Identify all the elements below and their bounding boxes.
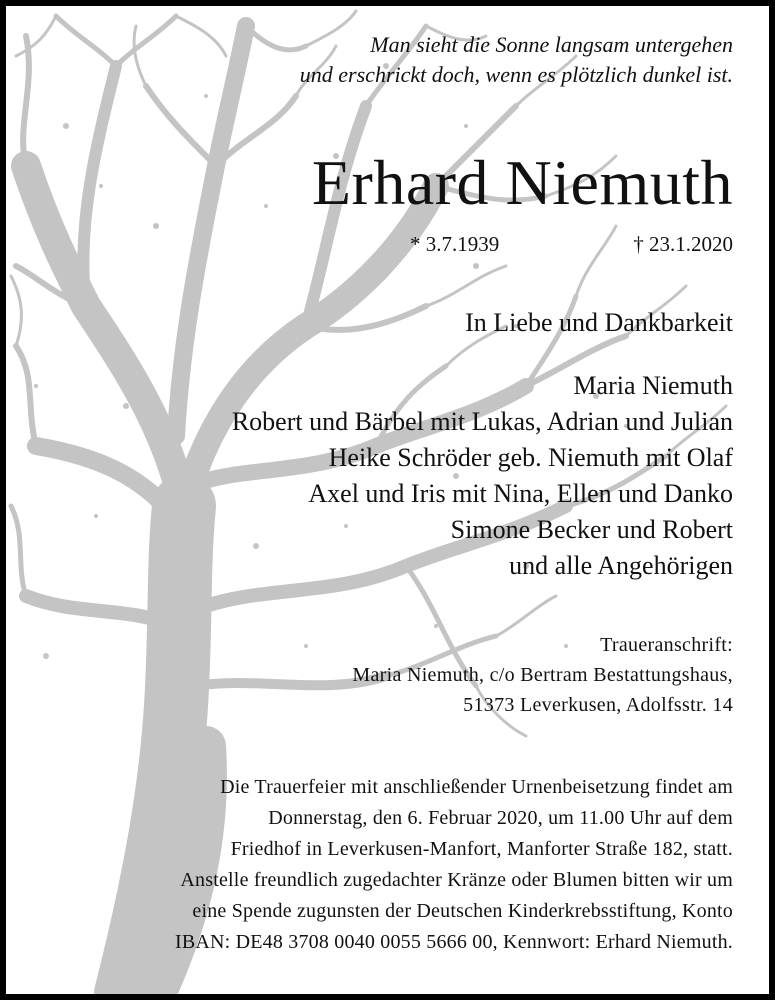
mourner-line: und alle Angehörigen (509, 551, 733, 580)
quote-line-1: Man sieht die Sonne langsam untergehen (370, 32, 733, 57)
ceremony-line: Anstelle freundlich zugedachter Kränze oder Blumen bitten wir um (180, 869, 733, 891)
address-label: Traueranschrift: (600, 634, 733, 656)
mourner-line: Maria Niemuth (573, 371, 733, 400)
ceremony-line: eine Spende zugunsten der Deutschen Kinderkrebsstiftung, Konto (192, 900, 733, 922)
deceased-name: Erhard Niemuth (311, 147, 733, 218)
dedication: In Liebe und Dankbarkeit (465, 308, 733, 337)
mourner-line: Axel und Iris mit Nina, Ellen und Danko (308, 479, 733, 508)
ceremony-line: Donnerstag, den 6. Februar 2020, um 11.00 Uhr auf dem (268, 807, 733, 829)
ceremony-line: Friedhof in Leverkusen-Manfort, Manforter Straße 182, statt. (230, 838, 733, 860)
death-date: † 23.1.2020 (633, 232, 733, 256)
mourner-line: Simone Becker und Robert (450, 515, 733, 544)
address-line-2: 51373 Leverkusen, Adolfsstr. 14 (463, 694, 733, 716)
birth-date: * 3.7.1939 (410, 232, 500, 256)
ceremony-line: Die Trauerfeier mit anschließender Urnenbeisetzung findet am (220, 776, 733, 798)
mourner-line: Heike Schröder geb. Niemuth mit Olaf (328, 443, 733, 472)
notice-content (6, 6, 769, 994)
quote-line-2: und erschrickt doch, wenn es plötzlich dunkel ist. (299, 62, 733, 87)
ceremony-line: IBAN: DE48 3708 0040 0055 5666 00, Kennwort: Erhard Niemuth. (174, 931, 733, 953)
address-line-1: Maria Niemuth, c/o Bertram Bestattungshaus, (352, 664, 733, 686)
mourner-line: Robert und Bärbel mit Lukas, Adrian und Julian (231, 407, 733, 436)
